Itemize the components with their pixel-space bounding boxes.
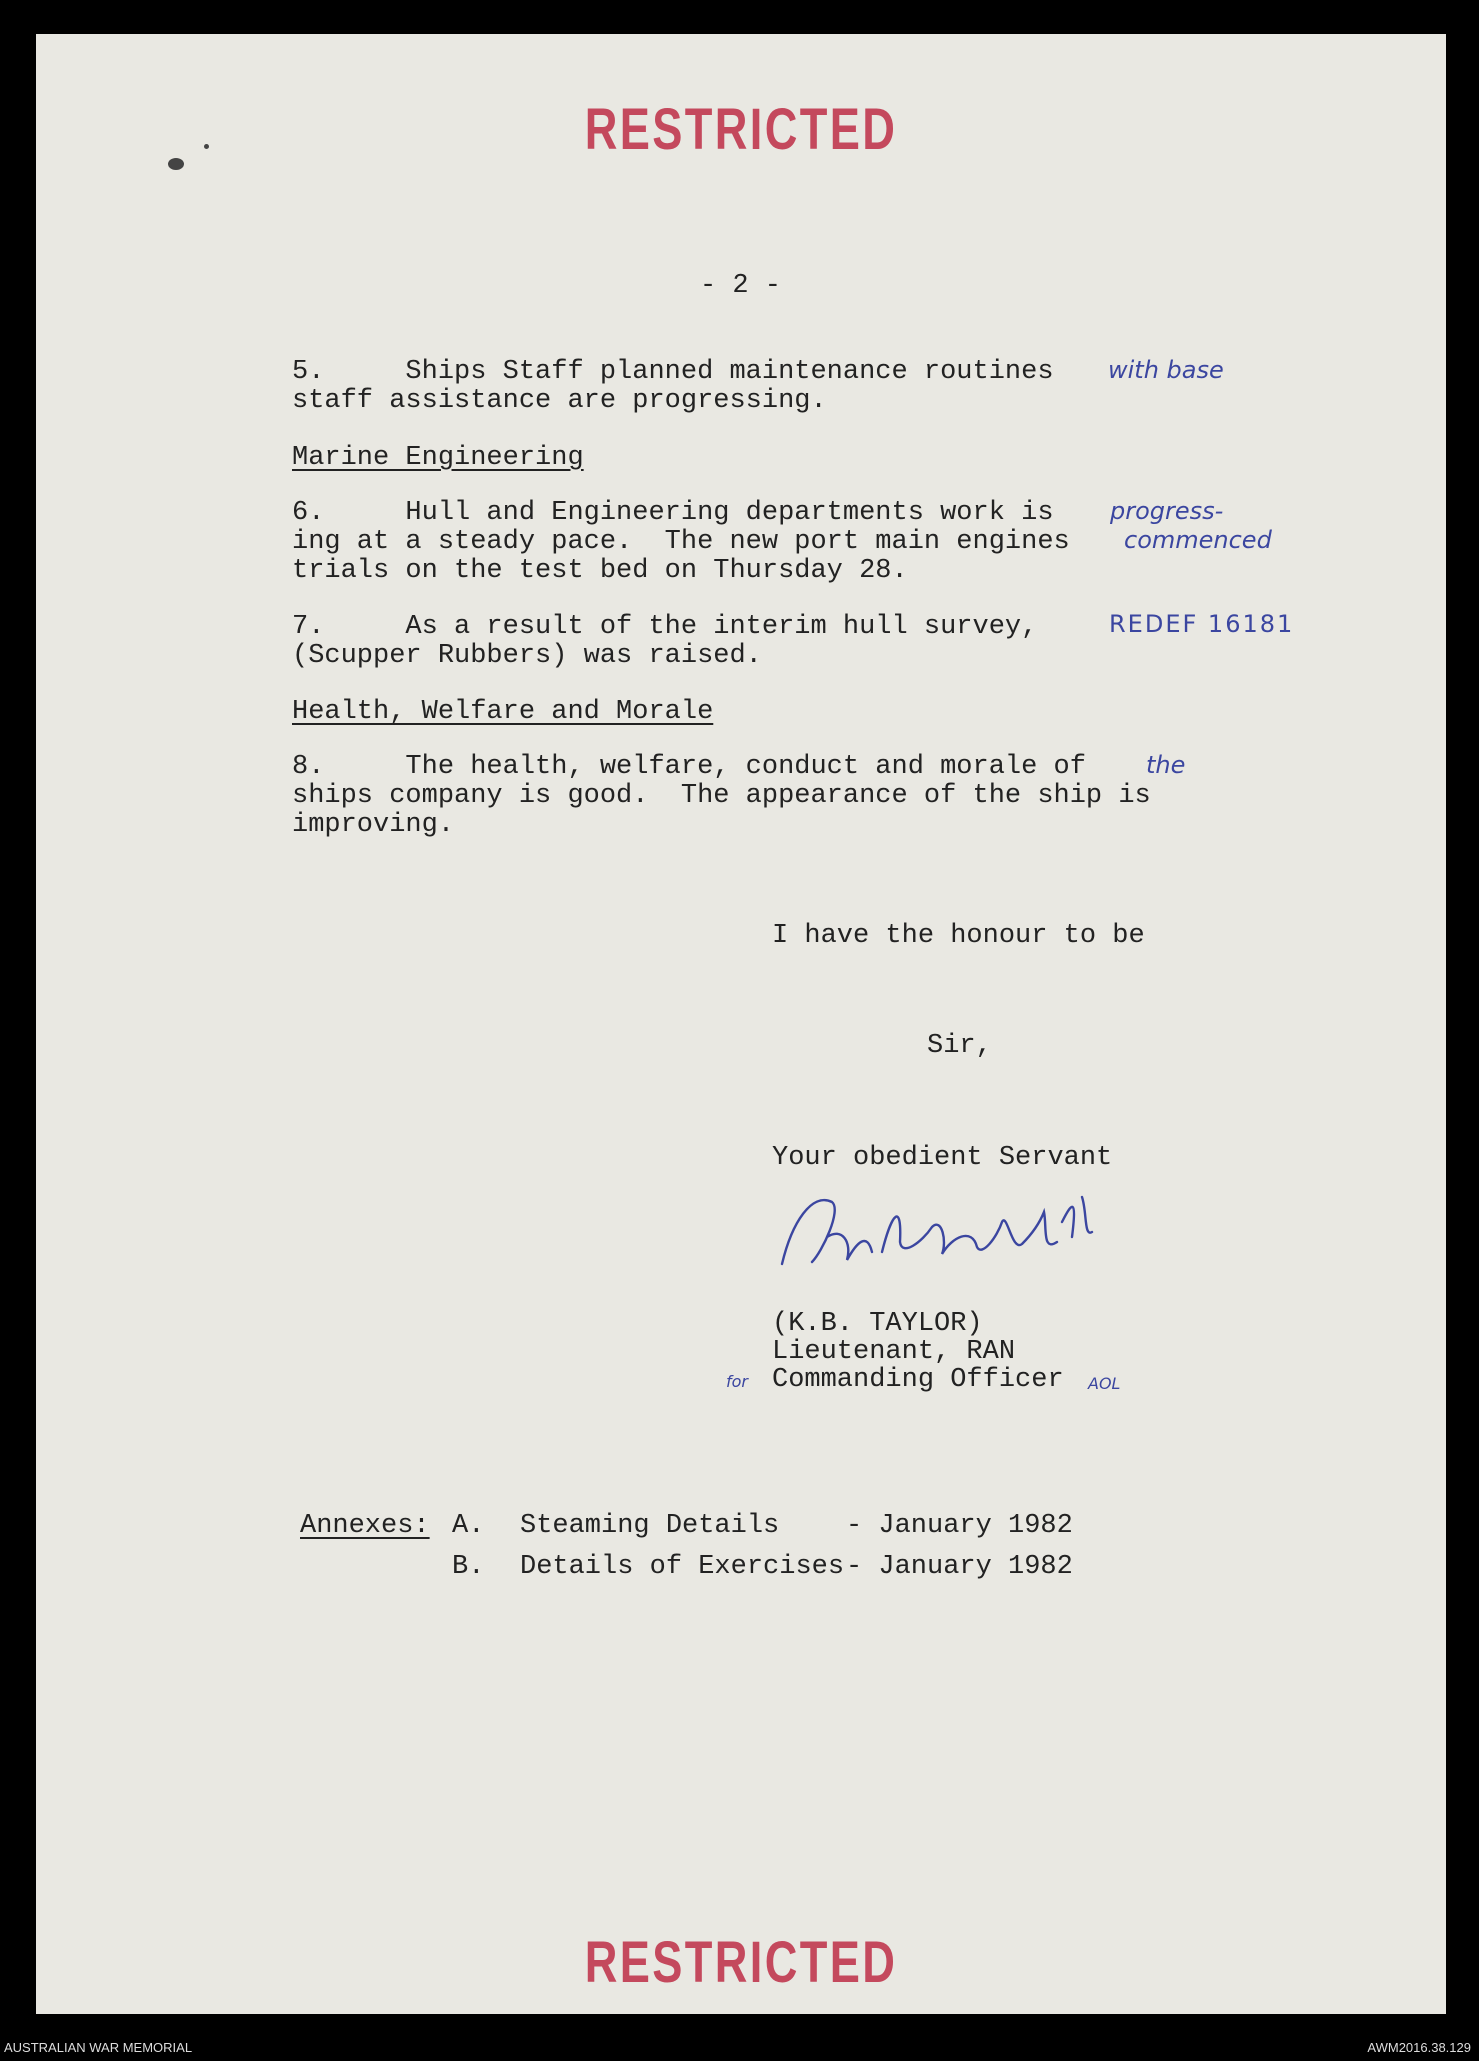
para5-line2: staff assistance are progressing. <box>292 386 827 416</box>
signatory-role: Commanding Officer <box>772 1365 1064 1395</box>
handwritten-note: progress- <box>1110 497 1224 525</box>
annex-title: Steaming Details <box>520 1511 828 1541</box>
para7-line1: 7. As a result of the interim hull survey, <box>292 612 1038 642</box>
handwritten-note: the <box>1146 751 1186 779</box>
restricted-stamp-top: RESTRICTED <box>584 97 898 162</box>
paper-mark <box>204 144 209 149</box>
annex-letter: B. <box>452 1552 485 1582</box>
para8-line2: ships company is good. The appearance of the ship is <box>292 781 1151 811</box>
handwritten-note: REDEF 16181 <box>1109 610 1295 638</box>
footer-source: AUSTRALIAN WAR MEMORIAL <box>4 2040 193 2055</box>
restricted-stamp-bottom: RESTRICTED <box>584 1930 898 1995</box>
page-number: - 2 - <box>700 271 782 301</box>
heading-health-welfare-morale: Health, Welfare and Morale <box>292 697 714 727</box>
footer-reference: AWM2016.38.129 <box>1367 2040 1471 2055</box>
paper-mark <box>168 158 184 170</box>
para6-line2: ing at a steady pace. The new port main engines <box>292 527 1070 557</box>
signatory-name: (K.B. TAYLOR) <box>772 1309 983 1339</box>
annex-letter: A. <box>452 1511 485 1541</box>
para5-line1: 5. Ships Staff planned maintenance routines <box>292 357 1054 387</box>
annex-date: - January 1982 <box>846 1552 1073 1582</box>
handwritten-note: commenced <box>1124 526 1272 554</box>
para6-line3: trials on the test bed on Thursday 28. <box>292 556 908 586</box>
closing-servant: Your obedient Servant <box>772 1143 1113 1173</box>
para6-line1: 6. Hull and Engineering departments work is <box>292 498 1054 528</box>
para7-line2: (Scupper Rubbers) was raised. <box>292 641 762 671</box>
heading-marine-engineering: Marine Engineering <box>292 443 584 473</box>
signatory-rank: Lieutenant, RAN <box>772 1337 1016 1367</box>
annexes-label: Annexes: <box>300 1511 430 1541</box>
handwritten-note: AOL <box>1088 1374 1121 1393</box>
document-page <box>36 34 1446 2014</box>
closing-honour: I have the honour to be <box>772 921 1145 951</box>
closing-sir: Sir, <box>927 1031 992 1061</box>
signature <box>772 1182 1112 1282</box>
para8-line3: improving. <box>292 810 455 840</box>
handwritten-note: for <box>726 1372 748 1391</box>
para8-line1: 8. The health, welfare, conduct and morale of <box>292 752 1086 782</box>
annex-date: - January 1982 <box>846 1511 1073 1541</box>
annex-title: Details of Exercises <box>520 1552 845 1582</box>
handwritten-note: with base <box>1108 356 1224 384</box>
